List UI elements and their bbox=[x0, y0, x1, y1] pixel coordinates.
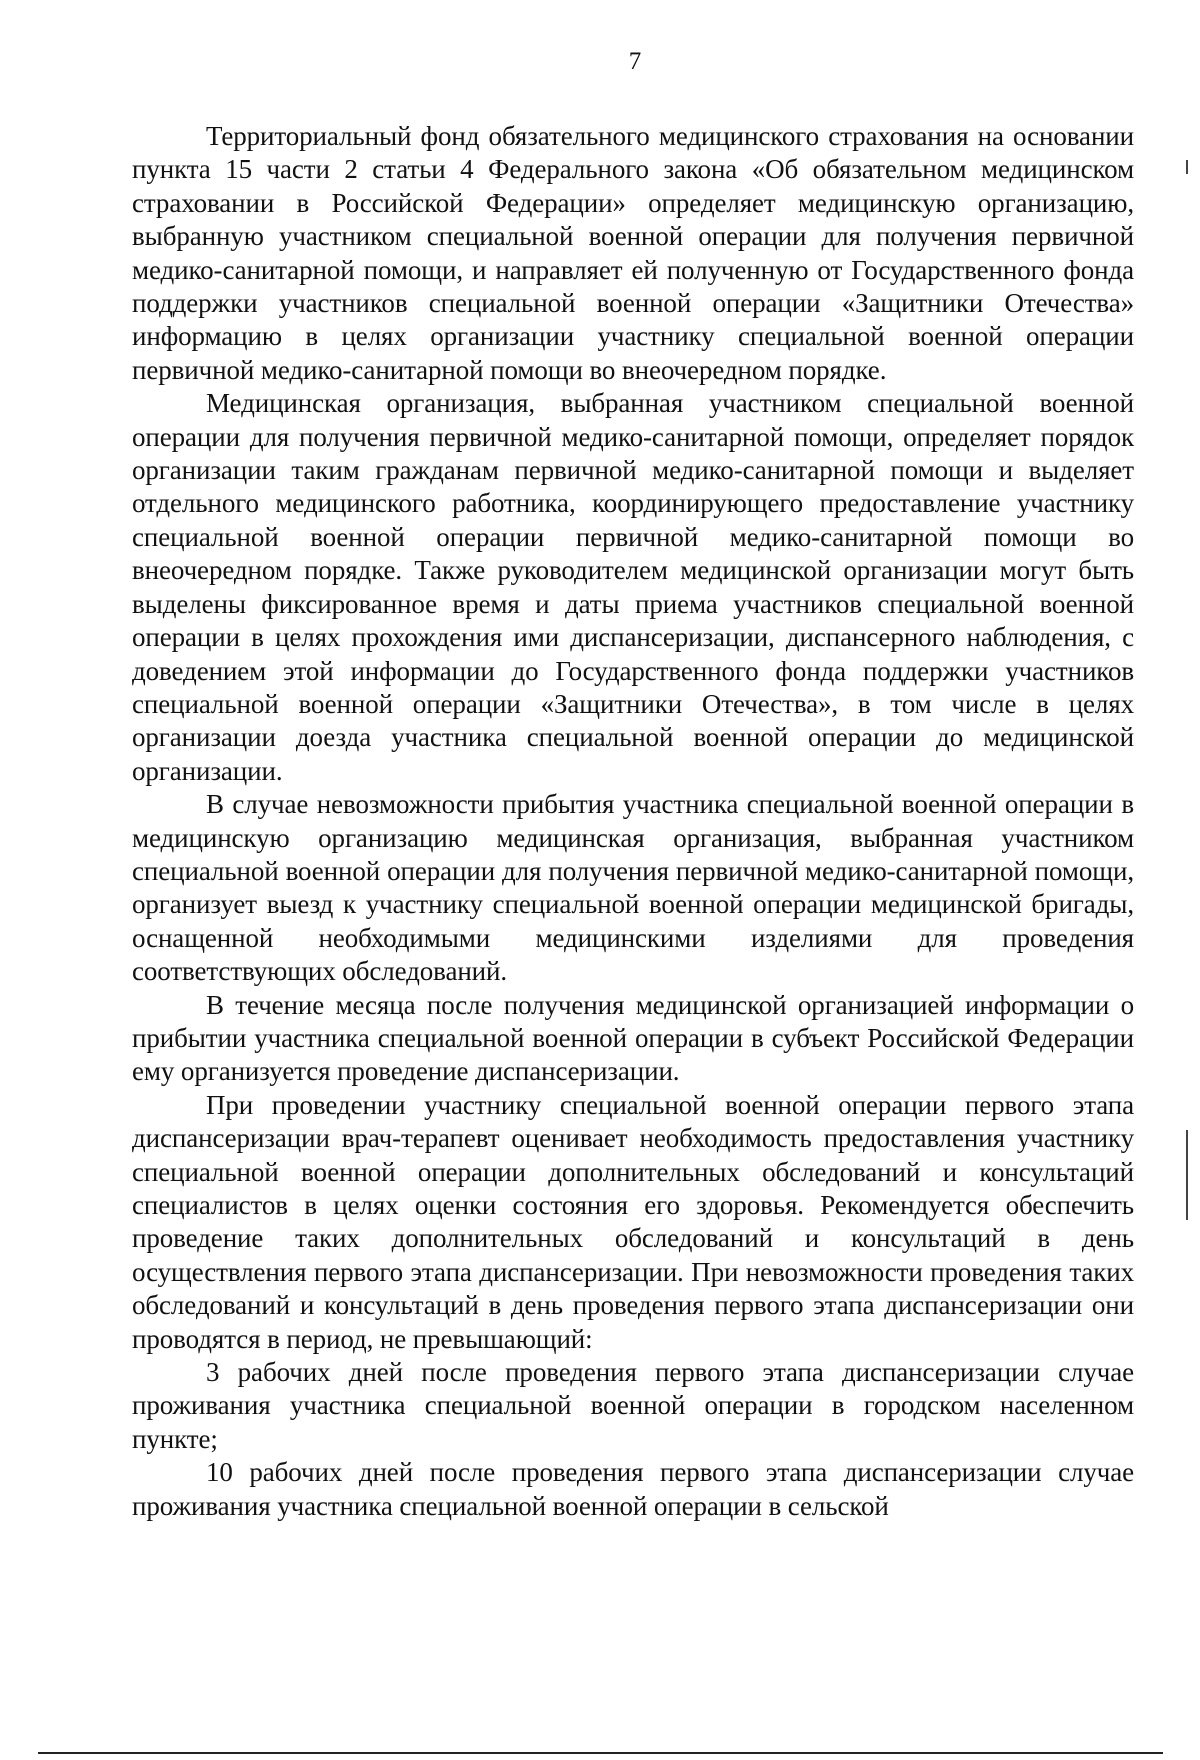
paragraph-5: При проведении участнику специальной военной операции первого этапа диспансеризации врач-терапевт оценивает необходимость предоставления участнику специальной военной операции дополнительных обследований и консультаций специалистов в целях оценки состояния его здоровья. Рекомендуется обеспечить проведение таких дополнительных обследований и консультаций в день осуществления первого этапа диспансеризации. При невозможности проведения таких обследований и консультаций в день проведения первого этапа диспансеризации они проводятся в период, не превышающий: bbox=[132, 1089, 1134, 1354]
paragraph-3: В случае невозможности прибытия участника специальной военной операции в медицинскую организацию медицинская организация, выбранная участником специальной военной операции для получения первичной медико-санитарной помощи, организует выезд к участнику специальной военной операции медицинской бригады, оснащенной необходимыми медицинскими изделиями для проведения соответствующих обследований. bbox=[132, 789, 1134, 987]
scan-edge-mark-top bbox=[1186, 160, 1188, 174]
page-number: 7 bbox=[628, 48, 642, 75]
scan-edge-mark-middle bbox=[1186, 1130, 1188, 1220]
paragraph-7: 10 рабочих дней после проведения первого этапа диспансеризации случае проживания участника специальной военной операции в сельской bbox=[132, 1457, 1134, 1521]
paragraph-4: В течение месяца после получения медицинской организацией информации о прибытии участника специальной военной операции в субъект Российской Федерации ему организуется проведение диспансеризации. bbox=[132, 989, 1134, 1087]
paragraph-6: 3 рабочих дней после проведения первого этапа диспансеризации случае проживания участника специальной военной операции в городском населенном пункте; bbox=[132, 1357, 1134, 1454]
paragraph-2: Медицинская организация, выбранная участником специальной военной операции для получения первичной медико-санитарной помощи, определяет порядок организации таким гражданам первичной медико-санитарной помощи и выделяет отдельного медицинского работника, координирующего предоставление участнику специальной военной операции первичной медико-санитарной помощи во внеочередном порядке. Также руководителем медицинской организации могут быть выделены фиксированное время и даты приема участников специальной военной операции в целях прохождения ими диспансеризации, диспансерного наблюдения, с доведением этой информации до Государственного фонда поддержки участников специальной военной операции «Защитники Отечества», в том числе в целях организации доезда участника специальной военной операции до медицинской организации. bbox=[132, 388, 1134, 786]
scan-bottom-edge bbox=[38, 1752, 1163, 1754]
document-body bbox=[132, 120, 1134, 1523]
paragraph-1: Территориальный фонд обязательного медицинского страхования на основании пункта 15 части 2 статьи 4 Федерального закона «Об обязательном медицинском страховании в Российской Федерации» определяет медицинскую организацию, выбранную участником специальной военной операции для получения первичной медико-санитарной помощи, и направляет ей полученную от Государственного фонда поддержки участников специальной военной операции «Защитники Отечества» информацию в целях организации участнику специальной военной операции первичной медико-санитарной помощи во внеочередном порядке. bbox=[132, 121, 1134, 385]
